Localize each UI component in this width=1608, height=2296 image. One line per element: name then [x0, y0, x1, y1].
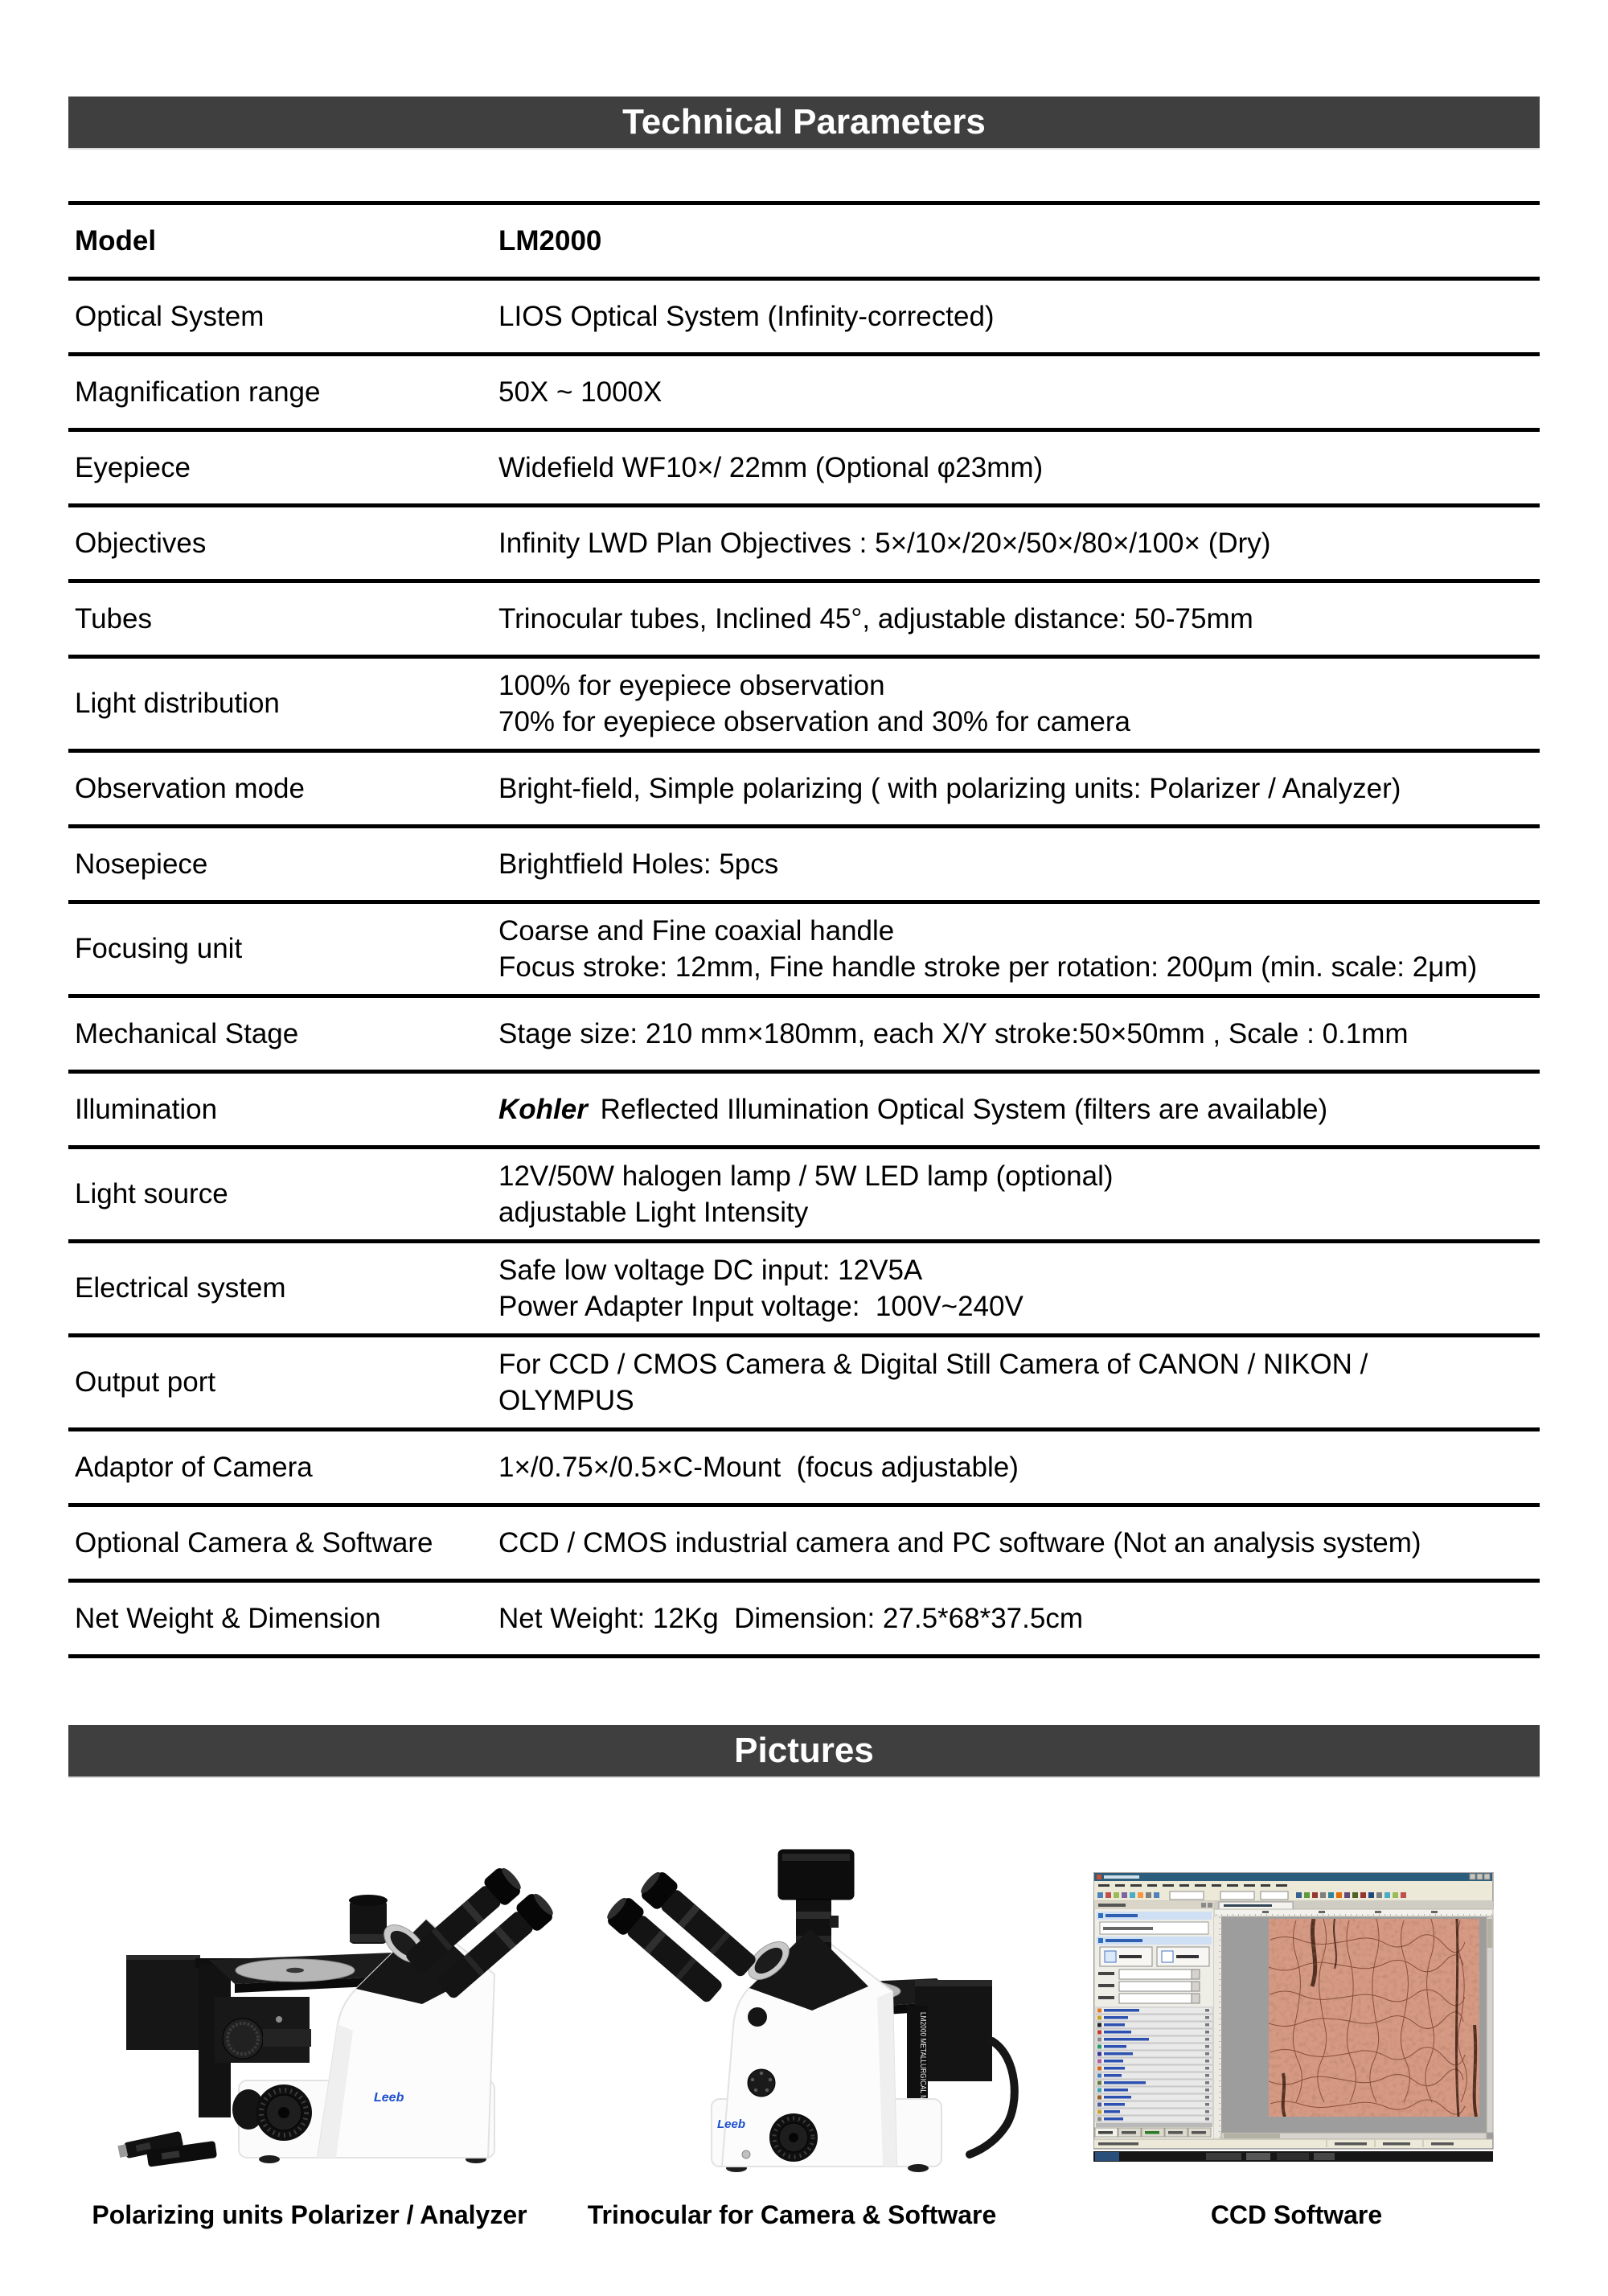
- table-row: [68, 1243, 1540, 1337]
- status-bar: [1094, 2139, 1492, 2148]
- phototube: [349, 1895, 388, 1944]
- spec-value: [498, 525, 1533, 561]
- spec-value: [498, 913, 1533, 985]
- microscope-polarizing-image: [76, 1838, 559, 2183]
- spec-value: [498, 1091, 1533, 1127]
- spec-value: [498, 1016, 1533, 1052]
- table-row: [68, 1507, 1540, 1583]
- spec-value-line: Brightfield Holes: 5pcs: [498, 848, 779, 880]
- menu-bar: [1094, 1881, 1492, 1890]
- brand-logo: Leeb: [374, 2091, 404, 2105]
- toolbar: [1094, 1890, 1492, 1901]
- centering-knob: [748, 2007, 767, 2027]
- technical-parameters-header: [68, 97, 1540, 150]
- spec-value: [498, 223, 1533, 259]
- spec-value: [498, 450, 1533, 486]
- spec-value: [498, 1449, 1533, 1485]
- spec-value: [498, 1252, 1533, 1325]
- spec-value-line: LIOS Optical System (Infinity-corrected): [498, 301, 995, 332]
- panel-tabs: [1095, 2128, 1211, 2137]
- spec-label: Nosepiece: [75, 848, 208, 880]
- spec-value-line: OLYMPUS: [498, 1385, 634, 1416]
- software-window: [1093, 1872, 1493, 2162]
- table-row: [68, 1074, 1540, 1149]
- table-row: [68, 205, 1540, 281]
- table-row: [68, 432, 1540, 507]
- spec-value-line: 100% for eyepiece observation: [498, 670, 885, 701]
- spec-label: Objectives: [75, 527, 207, 559]
- spec-table: [68, 201, 1540, 1658]
- spec-value-line: Bright-field, Simple polarizing ( with polarizing units: Polarizer / Analyzer): [498, 773, 1401, 804]
- spec-label: Output port: [75, 1366, 216, 1398]
- spec-value-line: Focus stroke: 12mm, Fine handle stroke per rotation: 200μm (min. scale: 2μm): [498, 951, 1478, 983]
- spec-value-line: 1×/0.75×/0.5×C-Mount (focus adjustable): [498, 1452, 1019, 1483]
- spec-value-line: 12V/50W halogen lamp / 5W LED lamp (optional): [498, 1160, 1114, 1192]
- spec-value-line: CCD / CMOS industrial camera and PC software (Not an analysis system): [498, 1527, 1421, 1559]
- caption-trinocular: Trinocular for Camera & Software: [587, 2200, 997, 2229]
- spec-value: [498, 846, 1533, 882]
- spec-value: [498, 1158, 1533, 1230]
- spec-value-line: For CCD / CMOS Camera & Digital Still Camera of CANON / NIKON /: [498, 1349, 1368, 1380]
- table-row: [68, 1583, 1540, 1658]
- table-row: [68, 281, 1540, 356]
- taskbar: [1093, 2151, 1493, 2162]
- spec-label: Illumination: [75, 1093, 218, 1125]
- spec-value-rest: Reflected Illumination Optical System (filters are available): [592, 1094, 1328, 1125]
- table-row: [68, 828, 1540, 904]
- spec-value-line: Net Weight: 12Kg Dimension: 27.5*68*37.5cm: [498, 1603, 1083, 1634]
- spec-value-line: Stage size: 210 mm×180mm, each X/Y stroke:50×50mm , Scale : 0.1mm: [498, 1018, 1409, 1049]
- table-row: [68, 998, 1540, 1074]
- spec-value-line: 70% for eyepiece observation and 30% for camera: [498, 706, 1131, 737]
- spec-value: [498, 1346, 1533, 1419]
- spec-label: Focusing unit: [75, 933, 243, 964]
- spec-label: Observation mode: [75, 772, 305, 804]
- spec-label: Eyepiece: [75, 451, 191, 483]
- spec-label: Adaptor of Camera: [75, 1451, 313, 1483]
- table-row: [68, 583, 1540, 659]
- left-panel: [1094, 1901, 1214, 2139]
- table-row: [68, 904, 1540, 998]
- spec-label: Electrical system: [75, 1272, 286, 1304]
- polarizer-sliders: [117, 2131, 217, 2167]
- spec-value: [498, 298, 1533, 335]
- spec-value-line: Coarse and Fine coaxial handle: [498, 915, 895, 947]
- spec-value-line: Trinocular tubes, Inclined 45°, adjustable distance: 50-75mm: [498, 603, 1253, 635]
- pictures-header: [68, 1725, 1540, 1778]
- panel-dropdowns: [1098, 1969, 1200, 2003]
- caption-polarizing-units: Polarizing units Polarizer / Analyzer: [92, 2200, 527, 2229]
- table-row: [68, 1149, 1540, 1243]
- spec-value-line: Safe low voltage DC input: 12V5A: [498, 1255, 923, 1286]
- caption-ccd-software: CCD Software: [1210, 2200, 1383, 2229]
- table-row: [68, 356, 1540, 432]
- lamp-port: [748, 2069, 775, 2097]
- eyepieces: [602, 1867, 760, 2007]
- spec-value-line: Widefield WF10×/ 22mm (Optional φ23mm): [498, 452, 1044, 483]
- spec-value: [498, 1600, 1533, 1637]
- spec-label: Optical System: [75, 300, 265, 332]
- panel-tool-list: [1096, 2007, 1212, 2122]
- kohler-lead: Kohler: [498, 1094, 588, 1125]
- spec-label: Tubes: [75, 602, 152, 635]
- spec-value-line: Power Adapter Input voltage: 100V~240V: [498, 1291, 1023, 1322]
- power-indicator: [742, 2150, 750, 2158]
- table-row: [68, 753, 1540, 828]
- table-row: [68, 507, 1540, 583]
- spec-label: Light distribution: [75, 688, 280, 719]
- spec-value: [498, 1525, 1533, 1561]
- spec-label: Optional Camera & Software: [75, 1526, 433, 1559]
- spec-label: Magnification range: [75, 376, 321, 408]
- spec-value-line: LM2000: [498, 225, 602, 257]
- title-bar: [1094, 1873, 1492, 1881]
- model-side-label: LM2000 METALLURGICAL MICROSCOPE: [918, 2012, 927, 2167]
- table-row: [68, 1337, 1540, 1431]
- spec-label: Net Weight & Dimension: [75, 1602, 381, 1634]
- spec-label: Light source: [75, 1178, 228, 1210]
- table-row: [68, 1431, 1540, 1507]
- pictures-title: Pictures: [734, 1731, 874, 1770]
- spec-value: [498, 374, 1533, 410]
- technical-parameters-title: Technical Parameters: [622, 102, 986, 142]
- spec-value-line: Infinity LWD Plan Objectives : 5×/10×/20×/50×/80×/100× (Dry): [498, 528, 1271, 559]
- micrograph: [1269, 1919, 1479, 2117]
- brand-logo: Leeb: [717, 2117, 746, 2131]
- canvas-area: [1214, 1901, 1493, 2139]
- ccd-software-image: [1093, 1872, 1499, 2163]
- spec-label: Mechanical Stage: [75, 1017, 299, 1049]
- microscope-trinocular-image: [531, 1834, 1021, 2187]
- spec-value-line: adjustable Light Intensity: [498, 1197, 809, 1228]
- spec-label: Model: [75, 224, 157, 257]
- spec-value: [498, 667, 1533, 740]
- spec-value-line: [498, 1091, 1533, 1127]
- spec-value: [498, 770, 1533, 807]
- spec-value-line: 50X ~ 1000X: [498, 376, 662, 408]
- substage-mechanism: [215, 1997, 311, 2063]
- spec-value: [498, 601, 1533, 637]
- table-row: [68, 659, 1540, 753]
